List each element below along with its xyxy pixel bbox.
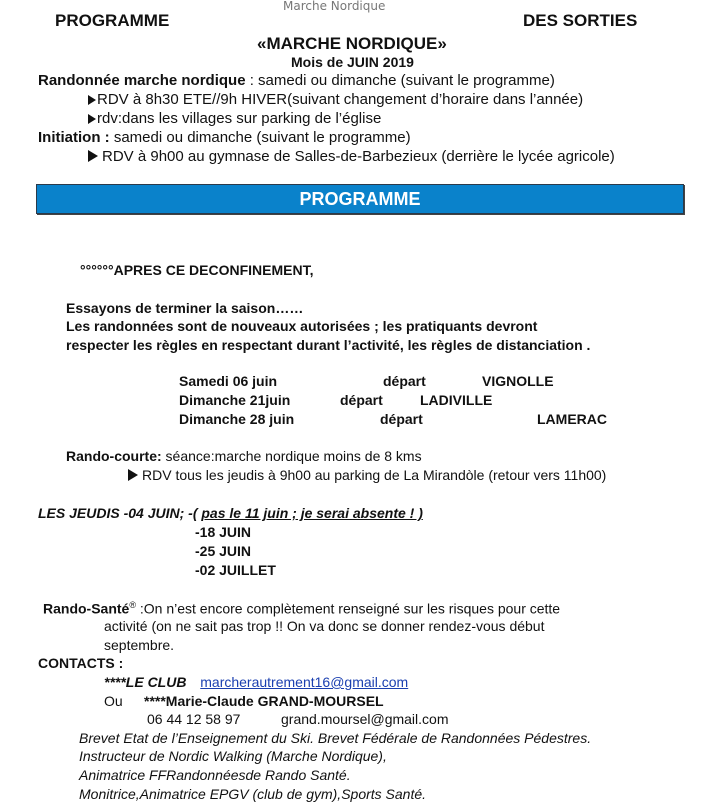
- schedule-place: LADIVILLE: [420, 392, 493, 408]
- triangle-bullet-icon: [88, 114, 96, 124]
- jeudis-note: pas le 11 juin ; je serai absente ! ): [201, 505, 423, 521]
- rando-sante-text-1: :On n’est encore complètement renseigné sur les risques pour cette: [135, 600, 561, 617]
- subtitle: «MARCHE NORDIQUE»: [257, 34, 447, 53]
- ou-label: Ou: [104, 693, 123, 709]
- rando-courte-text: séance:marche nordique moins de 8 kms: [161, 448, 422, 464]
- jeudis-prefix: LES JEUDIS -04 JUIN; -(: [38, 505, 202, 521]
- schedule-date: Dimanche 21juin: [179, 392, 291, 408]
- rdv-text-3: RDV à 9h00 au gymnase de Salles-de-Barbezieux (derrière le lycée agricole): [102, 148, 615, 165]
- jeudi-date: -02 JUILLET: [195, 562, 276, 578]
- contacts-title: CONTACTS :: [38, 655, 124, 671]
- schedule-place: LAMERAC: [537, 411, 607, 427]
- triangle-bullet-icon: [88, 150, 98, 162]
- rdv-text-1: RDV à 8h30 ETE//9h HIVER(suivant changement d’horaire dans l’année): [97, 91, 584, 108]
- club-label: ****LE CLUB: [104, 674, 187, 690]
- rando-sante-line-1: [43, 600, 560, 617]
- triangle-bullet-icon: [88, 95, 96, 105]
- credential-line: Animatrice FFRandonnéesde Rando Santé.: [79, 767, 351, 783]
- rando-courte-rdv: [128, 467, 606, 483]
- page-header-cut-text: Marche Nordique: [283, 0, 386, 13]
- triangle-bullet-icon: [128, 469, 138, 481]
- schedule-date: Dimanche 28 juin: [179, 411, 295, 427]
- title-right: DES SORTIES: [523, 11, 638, 30]
- message-line-2: Essayons de terminer la saison……: [66, 300, 304, 316]
- initiation-text: samedi ou dimanche (suivant le programme): [109, 129, 411, 146]
- rando-line: [38, 72, 555, 89]
- rdv-text-2: rdv:dans les villages sur parking de l’église: [97, 110, 382, 127]
- rando-courte-label: Rando-courte:: [66, 448, 162, 464]
- club-line: [104, 674, 408, 690]
- schedule-place: VIGNOLLE: [482, 373, 554, 389]
- credential-line: Monitrice,Animatrice EPGV (club de gym),Sports Santé.: [79, 786, 427, 802]
- rando-courte-rdv-text: RDV tous les jeudis à 9h00 au parking de La Mirandòle (retour vers 11h00): [142, 467, 607, 483]
- initiation-line: [38, 129, 411, 146]
- phone-number: 06 44 12 58 97: [147, 711, 241, 727]
- person-name: ****Marie-Claude GRAND-MOURSEL: [144, 693, 384, 709]
- schedule-date: Samedi 06 juin: [179, 373, 278, 389]
- credential-line: Brevet Etat de l’Enseignement du Ski. Brevet Fédérale de Randonnées Pédestres.: [79, 730, 592, 746]
- credential-line: Instructeur de Nordic Walking (Marche Nordique),: [79, 748, 387, 764]
- month-title: Mois de JUIN 2019: [291, 54, 414, 70]
- rando-sante-line-2: activité (on ne sait pas trop !! On va donc se donner rendez-vous début: [104, 618, 545, 634]
- jeudi-date: -25 JUIN: [195, 543, 252, 559]
- rando-sante-line-3: septembre.: [104, 637, 175, 653]
- title-left: PROGRAMME: [55, 11, 170, 30]
- schedule-depart: départ: [383, 373, 426, 389]
- club-email-link[interactable]: marcherautrement16@gmail.com: [200, 674, 409, 690]
- jeudi-date: -18 JUIN: [195, 524, 252, 540]
- message-line-4: respecter les règles en respectant durant l’activité, les règles de distanciation .: [66, 337, 591, 353]
- rando-courte-line: [66, 448, 422, 464]
- rdv-line-3: [88, 148, 615, 165]
- jeudis-line: [38, 505, 423, 521]
- rdv-line-1: [88, 91, 583, 108]
- rando-label: Randonnée marche nordique: [38, 72, 246, 89]
- person-email: grand.moursel@gmail.com: [281, 711, 449, 727]
- programme-banner: PROGRAMME: [36, 184, 684, 214]
- rdv-line-2: [88, 110, 381, 127]
- rando-sante-label: Rando-Santé: [43, 600, 130, 617]
- registered-mark: ®: [129, 600, 136, 610]
- message-line-3: Les randonnées sont de nouveaux autorisées ; les pratiquants devront: [66, 318, 538, 334]
- deconfinement-line: °°°°°°APRES CE DECONFINEMENT,: [80, 262, 314, 278]
- schedule-depart: départ: [380, 411, 423, 427]
- schedule-depart: départ: [340, 392, 383, 408]
- rando-text: : samedi ou dimanche (suivant le programme): [245, 72, 555, 89]
- initiation-label: Initiation :: [38, 129, 110, 146]
